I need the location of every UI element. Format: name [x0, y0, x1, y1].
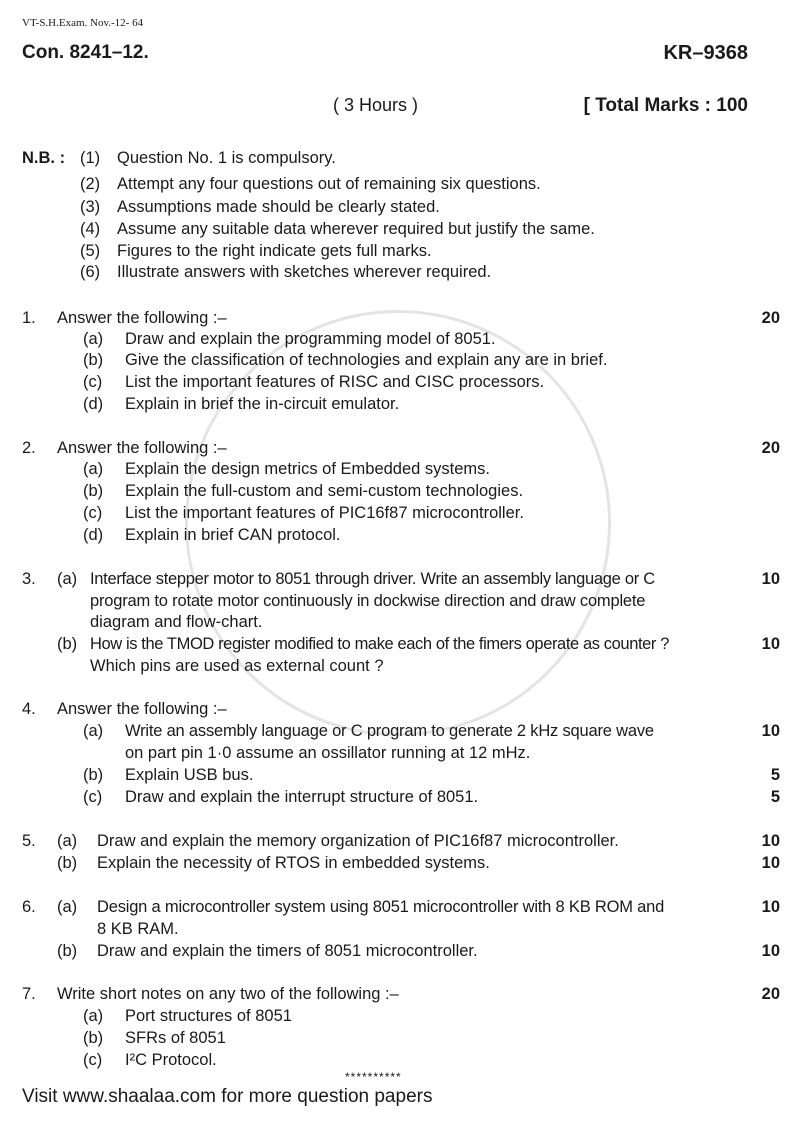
nb-item	[0, 261, 800, 283]
sub-label: (b)	[57, 635, 78, 653]
question-7	[0, 983, 800, 1005]
question-number: 1.	[22, 309, 36, 327]
sub-label: (c)	[83, 788, 103, 806]
question-number: 3.	[22, 570, 36, 588]
question-5b	[0, 852, 800, 874]
question-6b	[0, 940, 800, 962]
question-3a	[0, 568, 800, 590]
sub-text: How is the TMOD register modified to make each of the fimers operate as counter ?	[90, 635, 669, 653]
nb-text: Attempt any four questions out of remaining six questions.	[117, 175, 541, 193]
question-4	[0, 698, 800, 720]
question-6a	[0, 896, 800, 918]
duration: ( 3 Hours )	[333, 95, 419, 115]
nb-number: (4)	[80, 220, 101, 238]
sub-label: (c)	[83, 1051, 103, 1069]
sub-text: Explain in brief the in-circuit emulator.	[125, 395, 400, 413]
sub-text: Draw and explain the memory organization of PIC16f87 microcontroller.	[97, 832, 619, 850]
question-text: Answer the following :–	[57, 700, 227, 718]
con-number: Con. 8241–12.	[22, 42, 149, 63]
sub-text: Interface stepper motor to 8051 through driver. Write an assembly language or C	[90, 570, 655, 588]
question-3b-cont	[0, 655, 800, 677]
marks: 10	[761, 832, 780, 850]
question-2	[0, 437, 800, 459]
sub-text: List the important features of PIC16f87 microcontroller.	[125, 504, 524, 522]
sub-question	[0, 1049, 800, 1071]
sub-text: Write an assembly language or C program to generate 2 kHz square wave	[125, 722, 654, 740]
question-number: 5.	[22, 832, 36, 850]
nb-text: Figures to the right indicate gets full marks.	[117, 242, 432, 260]
sub-label: (a)	[83, 330, 104, 348]
sub-label: (b)	[83, 351, 104, 369]
sub-label: (b)	[83, 1029, 104, 1047]
sub-label: (b)	[83, 482, 104, 500]
question-number: 4.	[22, 700, 36, 718]
footer-link[interactable]: Visit www.shaalaa.com for more question papers	[22, 1086, 433, 1107]
nb-number: (3)	[80, 198, 101, 216]
question-number: 2.	[22, 439, 36, 457]
sub-label: (d)	[83, 395, 104, 413]
question-3a-cont	[0, 611, 800, 633]
sub-text: Which pins are used as external count ?	[90, 657, 384, 675]
nb-number: (6)	[80, 263, 101, 281]
question-6a-cont	[0, 918, 800, 940]
sub-label: (b)	[83, 766, 104, 784]
nb-text: Assume any suitable data wherever required but justify the same.	[117, 220, 595, 238]
nb-text: Illustrate answers with sketches wherever required.	[117, 263, 492, 281]
sub-question	[0, 328, 800, 350]
sub-question	[0, 764, 800, 786]
nb-item	[0, 240, 800, 262]
sub-text: Draw and explain the programming model of 8051.	[125, 330, 496, 348]
sub-label: (a)	[57, 832, 78, 850]
question-number: 7.	[22, 985, 36, 1003]
marks: 20	[761, 309, 780, 327]
question-text: Answer the following :–	[57, 439, 227, 457]
sub-text: Explain the design metrics of Embedded systems.	[125, 460, 491, 478]
total-marks: [ Total Marks : 100	[583, 95, 748, 116]
sub-text: I²C Protocol.	[125, 1051, 217, 1069]
marks: 10	[761, 722, 780, 740]
sub-text: Explain in brief CAN protocol.	[125, 526, 341, 544]
sub-text: Explain USB bus.	[125, 766, 254, 784]
question-text: Answer the following :–	[57, 309, 227, 327]
nb-item	[0, 147, 800, 169]
sub-question	[0, 786, 800, 808]
sub-question-cont	[0, 742, 800, 764]
sub-label: (a)	[83, 1007, 104, 1025]
marks: 5	[770, 766, 780, 784]
sub-label: (c)	[83, 373, 103, 391]
nb-label: N.B. :	[22, 149, 66, 167]
sub-label: (c)	[83, 504, 103, 522]
marks: 10	[761, 854, 780, 872]
question-3b	[0, 633, 800, 655]
nb-text: Assumptions made should be clearly stated.	[117, 198, 440, 216]
sub-text: Draw and explain the interrupt structure of 8051.	[125, 788, 479, 806]
sub-question	[0, 720, 800, 742]
nb-number: (5)	[80, 242, 101, 260]
exam-code: VT-S.H.Exam. Nov.-12- 64	[22, 17, 144, 29]
sub-text: Port structures of 8051	[125, 1007, 292, 1025]
sub-question	[0, 349, 800, 371]
sub-text: Design a microcontroller system using 8051 microcontroller with 8 KB ROM and	[97, 898, 665, 916]
nb-text: Question No. 1 is compulsory.	[117, 149, 336, 167]
sub-question	[0, 524, 800, 546]
sub-label: (d)	[83, 526, 104, 544]
marks: 10	[761, 898, 780, 916]
sub-text: Explain the full-custom and semi-custom technologies.	[125, 482, 524, 500]
sub-text: List the important features of RISC and CISC processors.	[125, 373, 545, 391]
sub-question	[0, 480, 800, 502]
question-3a-cont	[0, 590, 800, 612]
end-marker: **********	[345, 1070, 402, 1084]
sub-question	[0, 1005, 800, 1027]
sub-text: 8 KB RAM.	[97, 920, 179, 938]
nb-item	[0, 196, 800, 218]
marks: 10	[761, 635, 780, 653]
question-number: 6.	[22, 898, 36, 916]
sub-label: (a)	[57, 570, 78, 588]
marks: 5	[770, 788, 780, 806]
marks: 20	[761, 439, 780, 457]
question-text: Write short notes on any two of the following :–	[57, 985, 399, 1003]
sub-text: Give the classification of technologies and explain any are in brief.	[125, 351, 608, 369]
sub-text: program to rotate motor continuously in dockwise direction and draw complete	[90, 592, 646, 610]
sub-question	[0, 1027, 800, 1049]
nb-number: (2)	[80, 175, 101, 193]
sub-label: (a)	[57, 898, 78, 916]
sub-label: (b)	[57, 854, 78, 872]
nb-number: (1)	[80, 149, 101, 167]
sub-label: (a)	[83, 460, 104, 478]
nb-item	[0, 218, 800, 240]
marks: 20	[761, 985, 780, 1003]
sub-question	[0, 502, 800, 524]
sub-text: on part pin 1·0 assume an ossillator running at 12 mHz.	[125, 744, 531, 762]
sub-question	[0, 393, 800, 415]
sub-text: Draw and explain the timers of 8051 microcontroller.	[97, 942, 478, 960]
sub-text: diagram and flow-chart.	[90, 613, 263, 631]
nb-item	[0, 173, 800, 195]
sub-label: (a)	[83, 722, 104, 740]
sub-question	[0, 371, 800, 393]
paper-code: KR–9368	[663, 42, 748, 64]
sub-text: Explain the necessity of RTOS in embedded systems.	[97, 854, 490, 872]
marks: 10	[761, 942, 780, 960]
question-5a	[0, 830, 800, 852]
marks: 10	[761, 570, 780, 588]
sub-text: SFRs of 8051	[125, 1029, 226, 1047]
sub-question	[0, 458, 800, 480]
question-1	[0, 307, 800, 329]
sub-label: (b)	[57, 942, 78, 960]
